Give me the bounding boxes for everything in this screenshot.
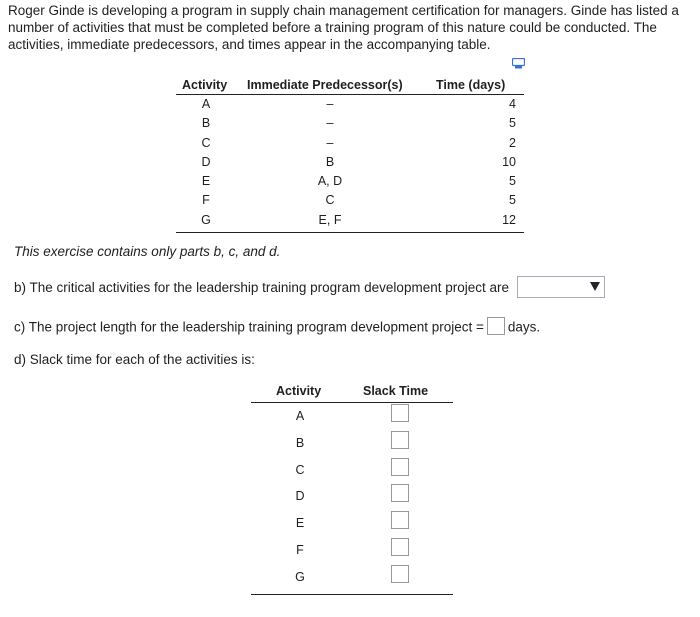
table-row [251,483,453,510]
table-row [251,510,453,537]
part-c [14,319,540,337]
slack-input-e[interactable] [391,511,409,529]
slack-activity-label: D [295,489,305,504]
cell-predecessor: – [326,135,334,150]
activity-table-header [176,74,524,95]
cell-time: 2 [509,135,516,150]
project-length-input[interactable] [487,317,505,335]
cell-predecessor: A, D [317,174,343,189]
slack-input-b[interactable] [391,431,409,449]
slack-table [251,380,453,595]
cell-activity: A [201,97,211,111]
cell-time: 4 [509,97,516,111]
activity-table [176,74,524,233]
slack-input-a[interactable] [391,404,409,422]
table-row [176,95,524,114]
table-bottom-rule [251,594,453,595]
header-time: Time (days) [436,78,506,92]
table-row [176,211,524,230]
cell-predecessor: – [326,116,334,131]
header-predecessor: Immediate Predecessor(s) [247,78,403,92]
slack-activity-label: C [295,462,305,477]
table-row [176,153,524,172]
table-row [176,114,524,133]
cell-time: 12 [502,212,516,227]
cell-activity: F [202,193,210,208]
cell-predecessor: B [325,154,335,169]
critical-activities-dropdown[interactable] [517,276,605,298]
copy-icon[interactable] [512,58,525,69]
cell-time: 5 [509,193,516,208]
slack-activity-label: E [295,516,305,531]
cell-predecessor: C [325,193,335,208]
table-row [251,430,453,457]
table-row [251,564,453,591]
table-row [176,191,524,210]
cell-activity: G [201,212,211,227]
header-activity: Activity [276,384,322,398]
header-slack-time: Slack Time [363,384,429,398]
exercise-note: This exercise contains only parts b, c, and d. [14,244,281,259]
part-c-text: c) The project length for the leadership training program development project = [14,319,484,335]
table-row [251,457,453,484]
cell-time: 10 [502,154,516,169]
part-c-unit: days. [507,319,541,335]
slack-input-d[interactable] [391,484,409,502]
cell-activity: C [201,135,211,150]
slack-input-g[interactable] [391,565,409,583]
cell-time: 5 [509,174,516,189]
table-bottom-rule [176,232,524,233]
table-row [251,537,453,564]
cell-time: 5 [509,116,516,131]
slack-activity-label: B [295,435,305,450]
table-row [176,172,524,191]
table-row [251,403,453,430]
table-row [176,134,524,153]
cell-activity: B [201,116,211,131]
slack-activity-label: G [295,569,305,584]
slack-table-header [251,380,453,403]
problem-statement: Roger Ginde is developing a program in supply chain management certification for managers. Ginde has listed a number of activities that must be completed before a training program of this nature could be conducted. The activities, immediate predecessors, and times appear in the accompanying table. [8,3,679,52]
cell-activity: D [201,154,211,169]
slack-activity-label: F [296,542,304,557]
slack-input-f[interactable] [391,538,409,556]
part-b-text: b) The critical activities for the leadership training program development project are [14,280,509,295]
chevron-down-icon [590,282,600,291]
cell-activity: E [201,174,211,189]
cell-predecessor: – [326,97,334,111]
cell-predecessor: E, F [318,212,342,227]
slack-input-c[interactable] [391,458,409,476]
header-activity: Activity [182,78,228,92]
slack-activity-label: A [295,409,305,423]
part-d-text: d) Slack time for each of the activities is: [14,352,255,367]
